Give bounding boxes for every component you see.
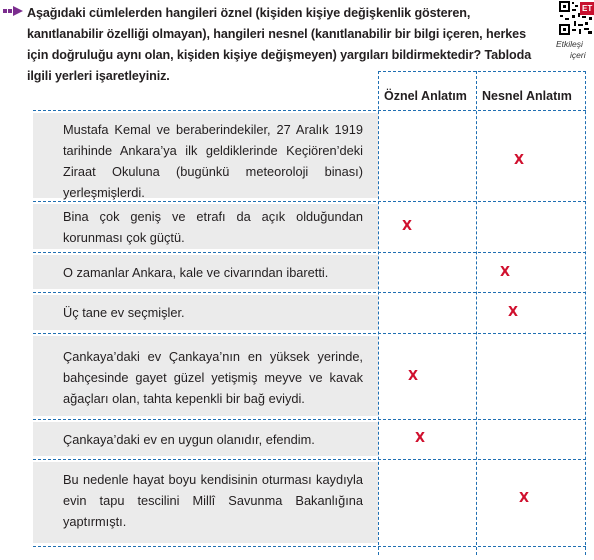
table-rule [33, 110, 586, 111]
checkbox-mark[interactable]: X [402, 219, 413, 234]
statement-text: Çankaya’daki ev Çankaya’nın en yüksek yerinde, bahçesinde gayet güzel yetişmiş meyve ve kavak ağaçları olan, tahta kepenkli bir bağ eviydi. [63, 349, 363, 406]
checkbox-mark[interactable]: X [508, 305, 519, 320]
checkbox-mark[interactable]: X [415, 431, 426, 446]
statement-text: Bina çok geniş ve etrafı da açık olduğundan korunması çok güçtü. [63, 209, 363, 245]
header-nesnel: Nesnel Anlatım [482, 89, 572, 103]
statement-text: Çankaya’daki ev en uygun olanıdır, efendim. [63, 432, 315, 447]
qr-badge: ET [580, 2, 594, 15]
table-border-left [378, 71, 379, 555]
table-rule [33, 333, 586, 334]
table-border-middle [476, 71, 477, 555]
statement-text: O zamanlar Ankara, kale ve civarından ibaretti. [63, 265, 329, 280]
qr-label-line2: içeri [570, 50, 586, 60]
statement-text: Üç tane ev seçmişler. [63, 305, 185, 320]
statement-text: Bu nedenle hayat boyu kendisinin oturması kaydıyla evin tapu tescilini Millî Savunma Bakanlığına yaptırmıştı. [63, 472, 363, 529]
checkbox-mark[interactable]: X [514, 153, 525, 168]
table-rule [33, 459, 586, 460]
header-oznel: Öznel Anlatım [384, 89, 467, 103]
qr-label [556, 39, 594, 61]
table-rule [33, 546, 586, 547]
table-rule [33, 292, 586, 293]
question-text: Aşağıdaki cümlelerden hangileri öznel (kişiden kişiye değişkenlik gösteren, kanıtlanabilir özelliği olmayan), hangileri nesnel (kanıtlanabilir bir bilgi içeren, herkes için doğruluğu aynı olan, kişiden kişiye değişmeyen) yargıları bildirmektedir? Tabloda ilgili yerleri işaretleyiniz. [27, 6, 532, 83]
qr-label-line1: Etkileşi [556, 39, 583, 49]
table-rule [378, 71, 586, 72]
table-rule [33, 252, 586, 253]
statement-text: Mustafa Kemal ve beraberindekiler, 27 Aralık 1919 tarihinde Ankara’ya ilk geldiklerinde Keçiören’deki Ziraat Okuluna (bugünkü meteoroloji binası) yerleşmişlerdi. [63, 122, 363, 200]
table-border-right [585, 71, 586, 555]
checkbox-mark[interactable]: X [519, 491, 530, 506]
checkbox-mark[interactable]: X [500, 265, 511, 280]
arrow-icon [3, 6, 23, 16]
checkbox-mark[interactable]: X [408, 369, 419, 384]
table-rule [33, 419, 586, 420]
